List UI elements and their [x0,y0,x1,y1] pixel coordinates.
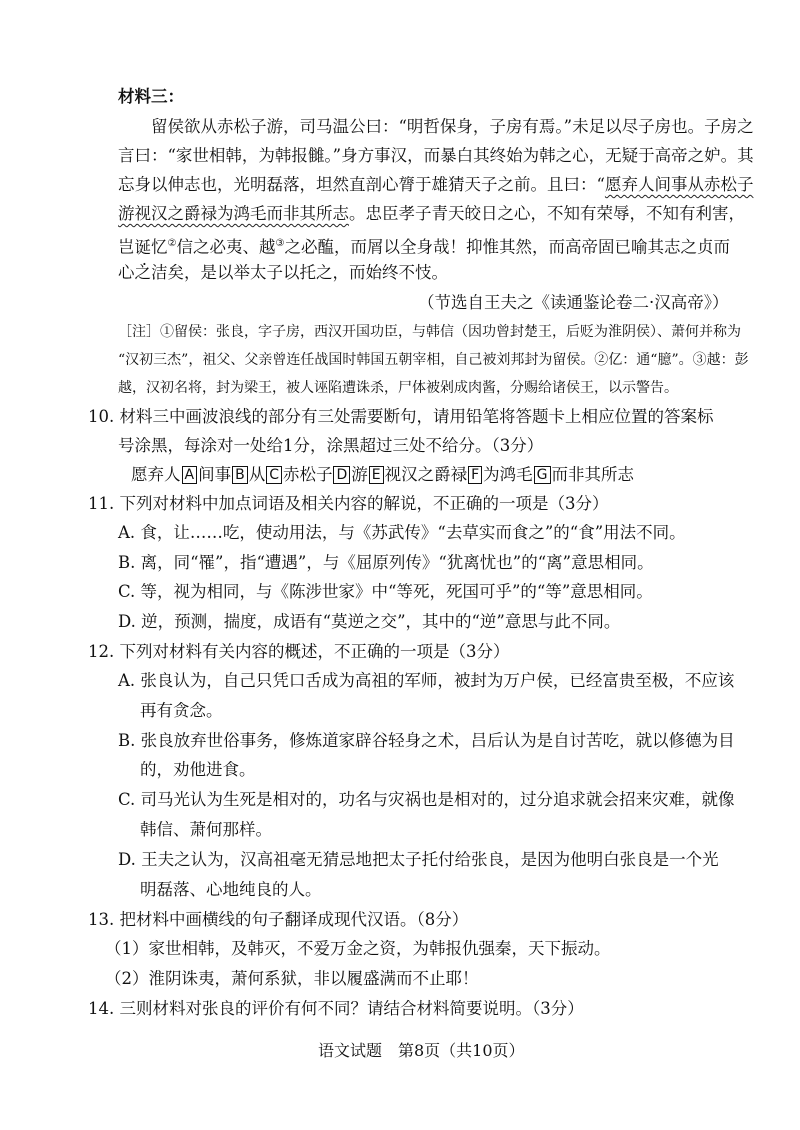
seg-text: 间事 [198,465,232,484]
text-seg: 忆 [151,237,168,257]
answer-box-g[interactable]: G [534,466,551,484]
seg-text: 为鸿毛 [483,465,533,484]
source-citation: （节选自王夫之《读通鉴论卷二·汉高帝》） [418,293,729,312]
answer-box-a[interactable]: A [182,466,198,484]
answer-box-f[interactable]: F [468,466,482,484]
passage-line-1: 留侯欲从赤松子游，司马温公曰：“明哲保身，子房有焉。”未足以尽子房也。子房之 [151,117,754,136]
passage-line-6: 心之洁矣，是以举太子以托之，而始终不忮。 [118,263,448,282]
seg-text: 而非其所志 [551,465,635,484]
question-12-option-b-1: B. 张良放弃世俗事务，修炼道家辟谷轻身之术，吕后认为是自讨苦吃，就以修德为目 [118,731,735,750]
note-line-2: “汉初三杰”，祖父、父亲曾连任战国时韩国五朝宰相，自己被刘邦封为留侯。②亿：通“臆”。③越：彭 [118,352,749,368]
note-marker-3: ③ [275,238,285,249]
answer-box-e[interactable]: E [369,466,384,484]
passage-line-4 [118,203,745,225]
question-11-option-b: B. 离，同“罹”，指“遭遇”，与《屈原列传》“犹离忧也”的“离”意思相同。 [118,553,654,572]
question-12-option-a-1: A. 张良认为，自己只凭口舌成为高祖的军师，被封为万户侯，已经富贵至极，不应该 [118,671,735,690]
seg-text: 游 [351,465,368,484]
question-10-line-1: 10. 材料三中画波浪线的部分有三处需要断句，请用铅笔将答题卡上相应位置的答案标 [88,407,714,426]
seg-text: 视汉之爵禄 [384,465,468,484]
passage-line-4-text: 。忠臣孝子青天皎日之心，不知有荣辱，不知有利害， [349,204,745,223]
question-11-option-d: D. 逆，预测，揣度，成语有“莫逆之交”，其中的“逆”意思与此不同。 [118,612,621,631]
text-seg: 岂 [118,237,135,257]
answer-box-d[interactable]: D [333,466,350,484]
passage-line-2: 言曰：“家世相韩，为韩报雠。”身方事汉，而暴白其终始为韩之心，无疑于高帝之妒。其 [118,146,754,165]
wavy-underlined-text-1: 愿弃人间事从赤松子 [604,175,754,194]
text-seg: 之必醢，而屑以全身哉！抑惟其然，而高帝固已喻其志之贞而 [284,237,730,257]
seg-text: 愿弃人 [131,465,181,484]
material-heading: 材料三： [118,87,184,106]
question-12-option-b-2: 的，劝他进食。 [140,760,256,779]
passage-line-3-text: 忘身以伸志也，光明磊落，坦然直剖心膂于雄猜天子之前。且曰：“ [118,175,605,194]
question-12-option-d-1: D. 王夫之认为，汉高祖毫无猜忌地把太子托付给张良，是因为他明白张良是一个光 [118,850,719,869]
answer-box-b[interactable]: B [232,466,248,484]
question-12-stem: 12. 下列对材料有关内容的概述，不正确的一项是（3分） [88,642,510,661]
question-14-stem: 14. 三则材料对张良的评价有何不同？请结合材料简要说明。（3分） [88,999,584,1018]
passage-line-3 [118,174,753,196]
note-line-1: ［注］①留侯：张良，字子房，西汉开国功臣，与韩信（因功曾封楚王，后贬为淮阴侯）、萧何并称为 [118,324,741,340]
question-12-option-c-2: 韩信、萧何那样。 [140,820,272,839]
note-line-3: 越，汉初名将，封为梁王，被人诬陷遭诛杀，尸体被剁成肉酱，分赐给诸侯王，以示警告。 [118,380,678,396]
answer-box-c[interactable]: C [266,466,282,484]
question-12-option-c-1: C. 司马光认为生死是相对的，功名与灾祸也是相对的，过分追求就会招来灾难，就像 [118,790,735,809]
question-13-sentence-2: （2）淮阴诛夷，萧何系狱，非以履盛满而不止耶！ [105,969,479,988]
page-footer: 语文试题 第8页（共10页） [318,1041,525,1060]
seg-text: 从 [248,465,266,484]
question-12-option-a-2: 再有贪念。 [140,701,223,720]
question-10-line-2: 号涂黑，每涂对一处给1分，涂黑超过三处不给分。（3分） [118,436,544,455]
question-12-option-d-2: 明磊落、心地纯良的人。 [140,880,322,899]
seg-text: 赤松子 [282,465,333,484]
question-11-stem: 11. 下列对材料中加点词语及相关内容的解说，不正确的一项是（3分） [88,494,609,513]
wavy-underlined-text-2: 游视汉之爵禄为鸿毛而非其所志 [118,204,349,223]
question-11-option-c: C. 等，视为相同，与《陈涉世家》中“等死，死国可乎”的“等”意思相同。 [118,582,653,601]
answer-segmentation-line [131,464,634,486]
note-marker-2: ② [167,238,177,249]
question-11-option-a: A. 食，让……吃，使动用法，与《苏武传》“去草实而食之”的“食”用法不同。 [118,523,686,542]
passage-line-5 [118,233,730,259]
text-seg: 信之必夷、越 [176,237,276,257]
question-13-stem: 13. 把材料中画横线的句子翻译成现代汉语。（8分） [88,910,469,929]
question-13-sentence-1: （1）家世相韩，及韩灭，不爱万金之资，为韩报仇强秦，天下振动。 [105,939,611,958]
dotted-word: 诞 [134,237,151,257]
